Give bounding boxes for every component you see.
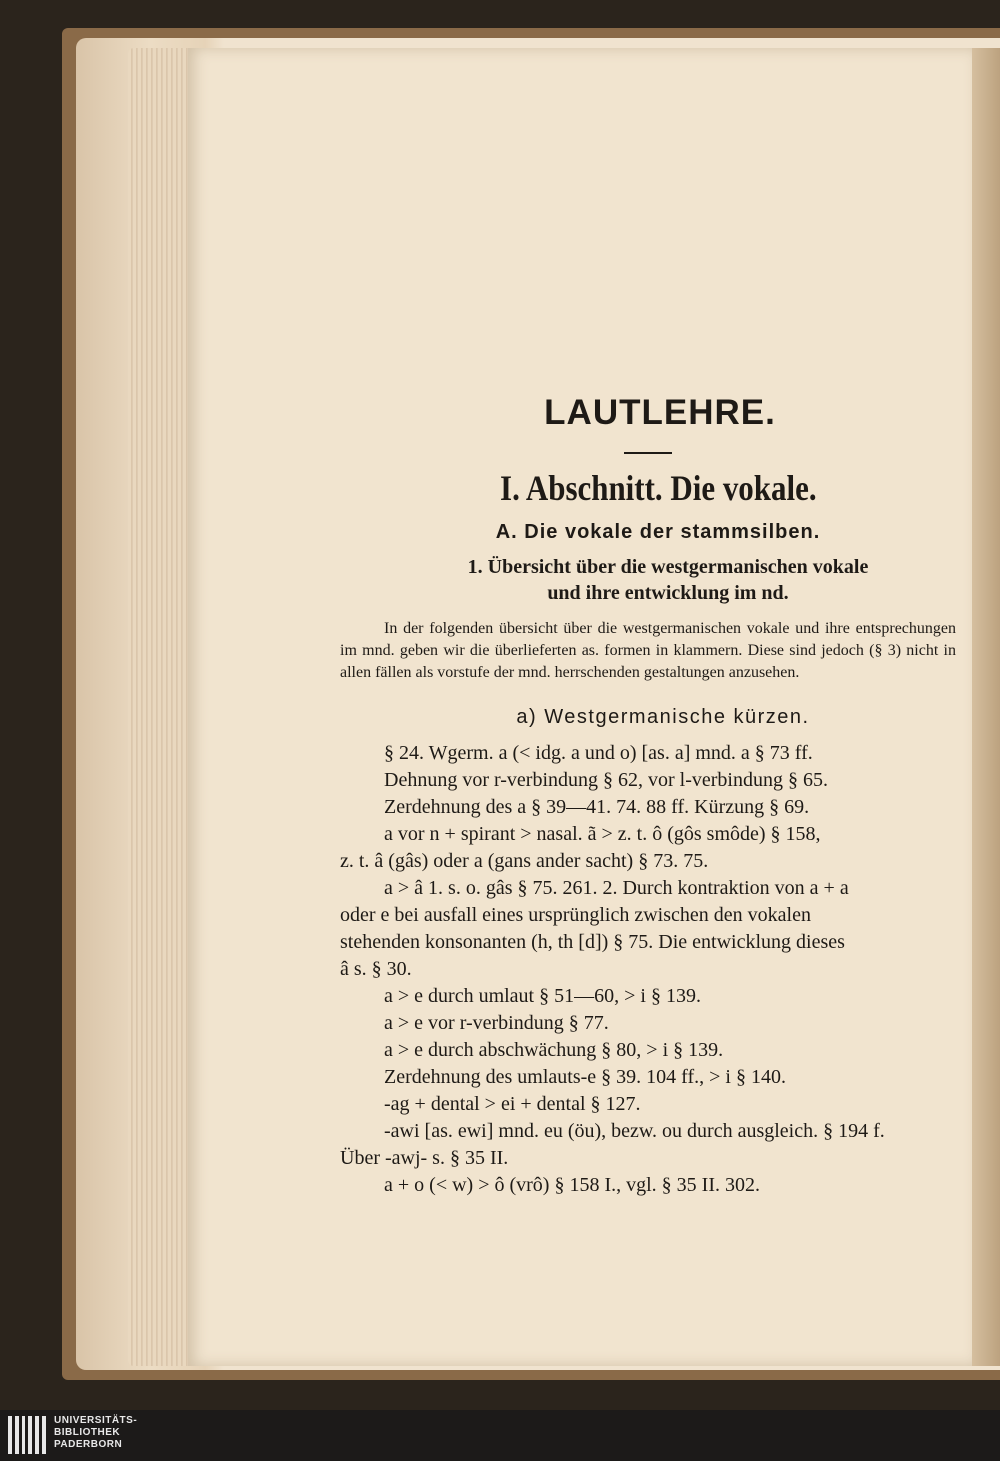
body-line: Dehnung vor r-verbindung § 62, vor l-verbindung § 65. — [384, 769, 828, 791]
heading-overview — [340, 554, 956, 606]
intro-paragraph: In der folgenden übersicht über die westgermanischen vokale und ihre entsprechungen im mnd. geben wir die überlieferten as. formen in klammern. Diese sind jedoch (§ 3) nicht in allen fällen als vorstufe der mnd. herrschenden gestaltungen anzusehen. — [340, 620, 956, 681]
body-line: a > â 1. s. o. gâs § 75. 261. 2. Durch kontraktion von a + a — [384, 877, 849, 899]
title-rule — [624, 452, 672, 454]
body-line: a + o (< w) > ô (vrô) § 158 I., vgl. § 35 II. 302. — [384, 1174, 760, 1196]
subsection-title: A. Die vokale der stammsilben. — [495, 521, 821, 543]
body-line: stehenden konsonanten (h, th [d]) § 75. Die entwicklung dieses — [340, 931, 845, 953]
body-line: a > e durch abschwächung § 80, > i § 139. — [384, 1039, 724, 1061]
body-line: â s. § 30. — [340, 958, 412, 980]
body-line: a vor n + spirant > nasal. ã > z. t. ô (gôs smôde) § 158, — [384, 823, 821, 845]
body-line: -awi [as. ewi] mnd. eu (öu), bezw. ou durch ausgleich. § 194 f. — [384, 1120, 885, 1142]
body-line: oder e bei ausfall eines ursprünglich zwischen den vokalen — [340, 904, 811, 926]
library-footer — [0, 1410, 1000, 1461]
logo-line-1: UNIVERSITÄTS- — [54, 1415, 138, 1426]
body-line: § 24. Wgerm. a (< idg. a und o) [as. a] mnd. a § 73 ff. — [384, 742, 813, 764]
heading-line-2: und ihre entwicklung im nd. — [547, 582, 789, 604]
body-line: Zerdehnung des a § 39—41. 74. 88 ff. Kürzung § 69. — [384, 796, 810, 818]
main-title: LAUTLEHRE. — [544, 393, 776, 432]
section-title: I. Abschnitt. Die vokale. — [500, 468, 817, 508]
page-edges — [128, 48, 188, 1366]
library-logo-icon — [8, 1416, 46, 1454]
book-gutter — [972, 48, 1000, 1366]
body-line: a > e durch umlaut § 51—60, > i § 139. — [384, 985, 701, 1007]
logo-line-3: PADERBORN — [54, 1439, 123, 1450]
body-line: -ag + dental > ei + dental § 127. — [384, 1093, 641, 1115]
heading-line-1: 1. Übersicht über die westgermanischen vokale — [467, 556, 869, 578]
logo-line-2: BIBLIOTHEK — [54, 1427, 121, 1438]
body-line: Über -awj- s. § 35 II. — [340, 1147, 509, 1169]
library-logo-text — [54, 1415, 137, 1451]
body-line: z. t. â (gâs) oder a (gans ander sacht) § 73. 75. — [340, 850, 709, 872]
body-line: Zerdehnung des umlauts-e § 39. 104 ff., > i § 140. — [384, 1066, 786, 1088]
subhead-kurzen: a) Westgermanische kürzen. — [516, 706, 810, 728]
body-lines — [340, 740, 956, 1199]
body-line: a > e vor r-verbindung § 77. — [384, 1012, 609, 1034]
page-content — [340, 390, 956, 1199]
